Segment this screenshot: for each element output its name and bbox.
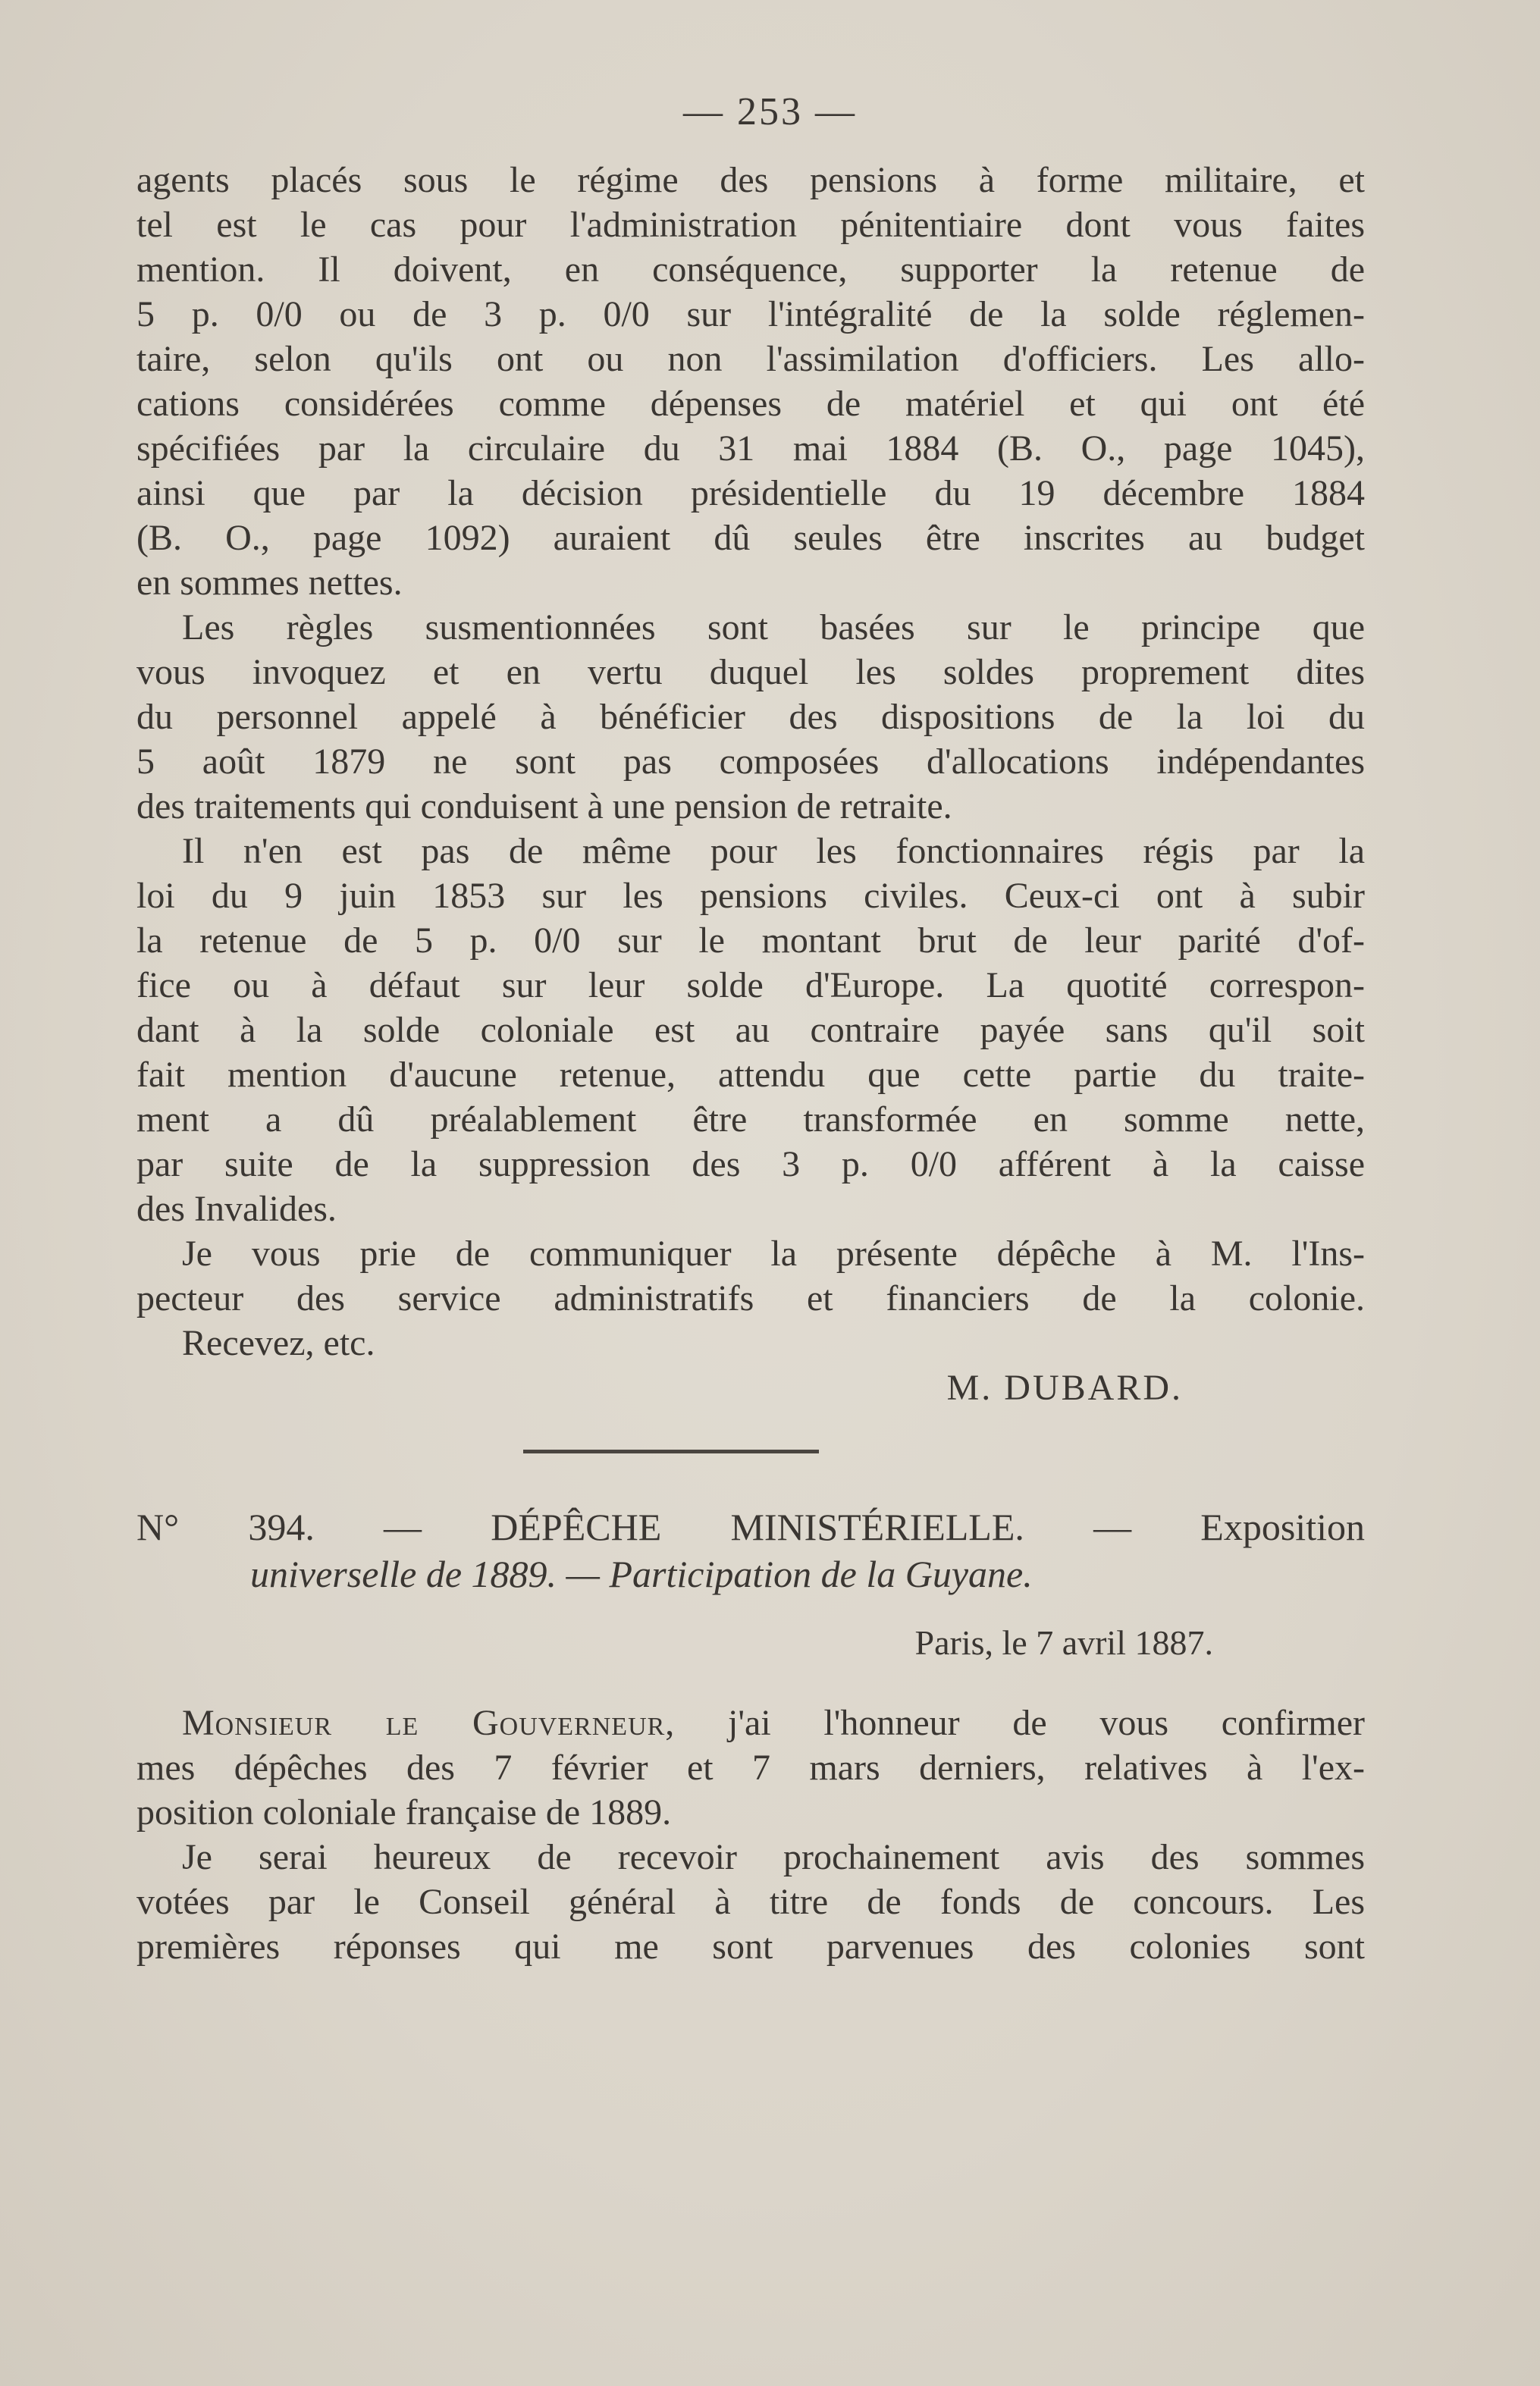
dateline: Paris, le 7 avril 1887.	[914, 1623, 1213, 1662]
text-line: premières réponses qui me sont parvenues des colonies sont	[136, 1927, 1365, 1967]
text-line: dant à la solde coloniale est au contraire payée sans qu'il soit	[136, 1010, 1365, 1050]
text-line: agents placés sous le régime des pensions à forme militaire, et	[136, 160, 1365, 200]
text-line: cations considérées comme dépenses de matériel et qui ont été	[136, 384, 1365, 424]
text-line	[136, 1701, 1365, 1745]
text-line: loi du 9 juin 1853 sur les pensions civiles. Ceux-ci ont à subir	[136, 876, 1365, 916]
text-line: des Invalides.	[136, 1189, 337, 1229]
text-line: ment a dû préalablement être transformée en somme nette,	[136, 1099, 1365, 1140]
text-line: spécifiées par la circulaire du 31 mai 1884 (B. O., page 1045),	[136, 428, 1365, 469]
heading-line-italic: universelle de 1889. — Participation de la Guyane.	[250, 1553, 1033, 1595]
text-line: des traitements qui conduisent à une pension de retraite.	[136, 786, 952, 826]
heading-line	[136, 1550, 1365, 1597]
text-line: Recevez, etc.	[182, 1323, 375, 1363]
signature: M. DUBARD.	[946, 1368, 1183, 1408]
text-line: Je serai heureux de recevoir prochainement avis des sommes	[182, 1837, 1365, 1877]
text-line: ainsi que par la décision présidentielle du 19 décembre 1884	[136, 473, 1365, 513]
paragraph	[136, 1231, 1365, 1321]
text-line: la retenue de 5 p. 0/0 sur le montant brut de leur parité d'of-	[136, 920, 1365, 961]
paragraph	[136, 605, 1365, 829]
text-line: Il n'en est pas de même pour les fonctionnaires régis par la	[182, 831, 1365, 871]
text-line: par suite de la suppression des 3 p. 0/0 afférent à la caisse	[136, 1144, 1365, 1184]
text-line: Je vous prie de communiquer la présente dépêche à M. l'Ins-	[182, 1234, 1365, 1274]
text-line: en sommes nettes.	[136, 563, 403, 603]
page-number-header: — 253 —	[683, 90, 857, 133]
closing-formula	[136, 1321, 1365, 1365]
body-text	[136, 158, 1365, 1969]
heading-line: N° 394. — DÉPÊCHE MINISTÉRIELLE. — Exposition	[136, 1506, 1365, 1548]
text-line: tel est le cas pour l'administration pénitentiaire dont vous faites	[136, 205, 1365, 245]
salutation: Monsieur le Gouverneur,	[182, 1703, 676, 1743]
text-line: 5 p. 0/0 ou de 3 p. 0/0 sur l'intégralité de la solde réglemen-	[136, 294, 1365, 334]
text-line: pecteur des service administratifs et financiers de la colonie.	[136, 1278, 1365, 1318]
text-line: votées par le Conseil général à titre de fonds de concours. Les	[136, 1882, 1365, 1922]
text-line: fait mention d'aucune retenue, attendu que cette partie du traite-	[136, 1055, 1365, 1095]
paragraph	[136, 829, 1365, 1231]
text-line: fice ou à défaut sur leur solde d'Europe. La quotité correspon-	[136, 965, 1365, 1005]
text-line: 5 août 1879 ne sont pas composées d'allocations indépendantes	[136, 742, 1365, 782]
text-line: mention. Il doivent, en conséquence, supporter la retenue de	[136, 249, 1365, 290]
paragraph	[136, 158, 1365, 605]
section-divider	[523, 1450, 819, 1453]
paragraph	[136, 1835, 1365, 1969]
text-line: position coloniale française de 1889.	[136, 1792, 672, 1833]
paragraph	[136, 1701, 1365, 1835]
salutation-continuation: j'ai l'honneur de vous confirmer	[728, 1703, 1365, 1743]
text-line: mes dépêches des 7 février et 7 mars derniers, relatives à l'ex-	[136, 1748, 1365, 1788]
text-line: du personnel appelé à bénéficier des dispositions de la loi du	[136, 697, 1365, 737]
text-line: taire, selon qu'ils ont ou non l'assimilation d'officiers. Les allo-	[136, 339, 1365, 379]
text-line: vous invoquez et en vertu duquel les soldes proprement dites	[136, 652, 1365, 692]
section-heading	[136, 1503, 1365, 1597]
text-line: Les règles susmentionnées sont basées sur le principe que	[182, 607, 1365, 647]
text-line: (B. O., page 1092) auraient dû seules être inscrites au budget	[136, 518, 1365, 558]
